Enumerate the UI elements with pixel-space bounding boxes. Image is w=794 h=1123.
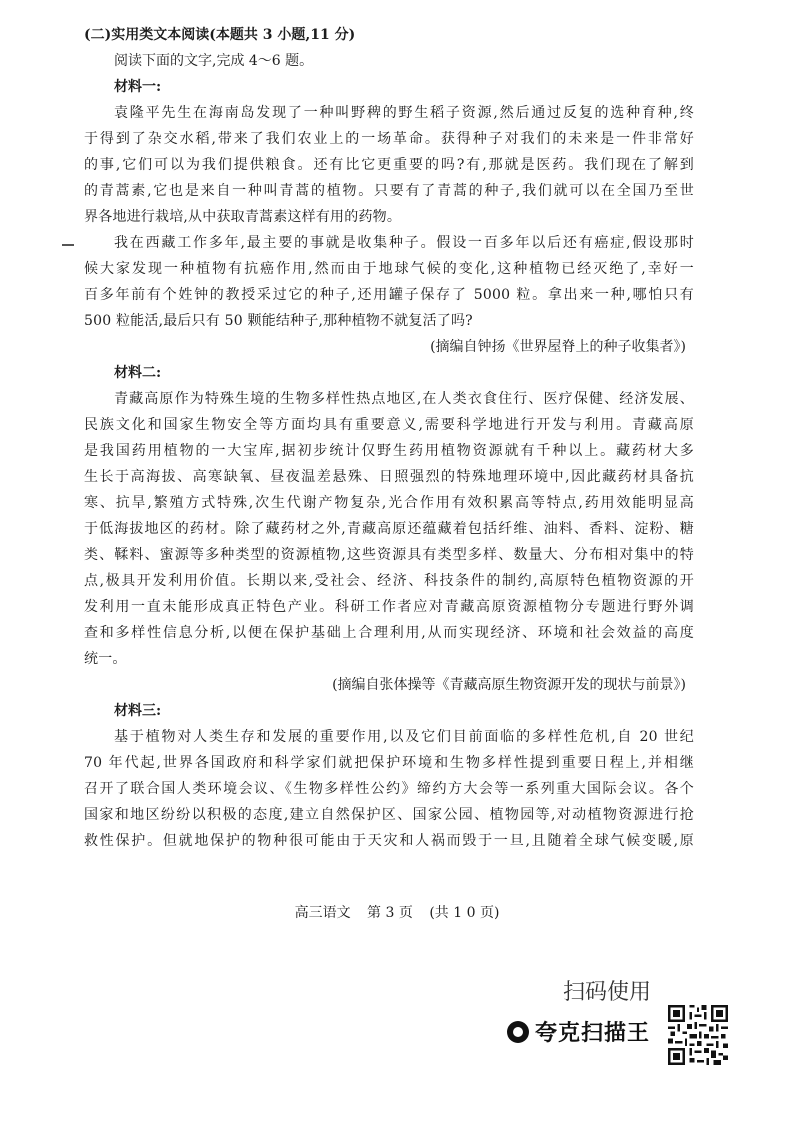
text-line: 发利用一直未能形成真正特色产业。科研工作者应对青藏高原资源植物分专题进行野外调 [84, 599, 694, 615]
instruction-line: 阅读下面的文字,完成 4～6 题。 [114, 53, 314, 69]
footer-total-pages: (共 1 0 页) [429, 905, 500, 921]
footer-subject: 高三语文 [294, 905, 351, 921]
text-line: 民族文化和国家生物安全等方面均具有重要意义,需要科学地进行开发与利用。青藏高原 [84, 417, 694, 433]
text-line: 是我国药用植物的一大宝库,据初步统计仅野生药用植物资源就有千种以上。藏药材大多 [84, 443, 694, 459]
text-line: 点,极具开发利用价值。长期以来,受社会、经济、科技条件的制约,高原特色植物资源的开 [84, 573, 694, 589]
quark-logo-icon [507, 1021, 529, 1043]
brand-name: 夸克扫描王 [535, 1021, 651, 1046]
text-line: 查和多样性信息分析,以便在保护基础上合理利用,从而实现经济、环境和社会效益的高度 [84, 625, 694, 641]
material-2-paragraph [84, 386, 694, 672]
text-line: 召开了联合国人类环境会议、《生物多样性公约》缔约方大会等一系列重大国际会议。各个 [84, 781, 694, 797]
section-title: (二)实用类文本阅读(本题共 3 小题,11 分) [84, 27, 356, 43]
text-line: 类、鞣料、蜜源等多种类型的资源植物,这些资源具有类型多样、数量大、分布相对集中的特 [84, 547, 694, 563]
document-content [84, 22, 694, 854]
text-line: 界各地进行栽培,从中获取青蒿素这样有用的药物。 [84, 209, 402, 225]
text-line: 寒、抗旱,繁殖方式特殊,次生代谢产物复杂,光合作用有效积累高等特点,药用效能明显高 [84, 495, 694, 511]
text-line: 生长于高海拔、高寒缺氧、昼夜温差悬殊、日照强烈的特殊地理环境中,因此藏药材具备抗 [84, 469, 694, 485]
text-line: 袁隆平先生在海南岛发现了一种叫野稗的野生稻子资源,然后通过反复的选种育种,终 [114, 105, 694, 121]
text-line: 百多年前有个姓钟的教授采过它的种子,还用罐子保存了 5000 粒。拿出来一种,哪怕只有 [84, 287, 694, 303]
text-line: 于得到了杂交水稻,带来了我们农业上的一场革命。获得种子对我们的未来是一件非常好 [84, 131, 694, 147]
brand-row [507, 1016, 667, 1047]
scan-mark [62, 244, 74, 246]
material-1-source: (摘编自钟扬《世界屋脊上的种子收集者》) [430, 339, 686, 355]
page-footer [0, 900, 794, 926]
text-line: 我在西藏工作多年,最主要的事就是收集种子。假设一百多年以后还有癌症,假设那时 [114, 235, 694, 251]
text-line: 救性保护。但就地保护的物种很可能由于天灾和人祸而毁于一旦,且随着全球气候变暖,原 [84, 833, 694, 849]
text-line: 基于植物对人类生存和发展的重要作用,以及它们目前面临的多样性危机,自 20 世纪 [114, 729, 694, 745]
text-line: 于低海拔地区的药材。除了藏药材之外,青藏高原还蕴藏着包括纤维、油料、香料、淀粉、糖 [84, 521, 694, 537]
text-line: 500 粒能活,最后只有 50 颗能结种子,那种植物不就复活了吗? [84, 313, 473, 329]
material-3-paragraph [84, 724, 694, 854]
qr-code-icon[interactable] [668, 1005, 728, 1065]
material-1-paragraph-2 [84, 230, 694, 334]
material-1-paragraph-1 [84, 100, 694, 230]
material-1-label: 材料一: [114, 79, 162, 95]
text-line: 青藏高原作为特殊生境的生物多样性热点地区,在人类衣食住行、医疗保健、经济发展、 [114, 391, 694, 407]
text-line: 的青蒿素,它也是来自一种叫青蒿的植物。只要有了青蒿的种子,我们就可以在全国乃至世 [84, 183, 694, 199]
material-2-source: (摘编自张体操等《青藏高原生物资源开发的现状与前景》) [332, 677, 686, 693]
text-line: 70 年代起,世界各国政府和科学家们就把保护环境和生物多样性提到重要日程上,并相继 [84, 755, 694, 771]
text-line: 统一。 [84, 651, 127, 667]
footer-page-number: 第 3 页 [367, 905, 413, 921]
text-line: 国家和地区纷纷以积极的态度,建立自然保护区、国家公园、植物园等,对动植物资源进行抢 [84, 807, 694, 823]
material-3-label: 材料三: [114, 703, 162, 719]
material-2-label: 材料二: [114, 365, 162, 381]
scanner-watermark [507, 978, 667, 1047]
text-line: 的事,它们可以为我们提供粮食。还有比它更重要的吗?有,那就是医药。我们现在了解到 [84, 157, 694, 173]
text-line: 候大家发现一种植物有抗癌作用,然而由于地球气候的变化,这种植物已经灭绝了,幸好一 [84, 261, 694, 277]
scan-to-use-text: 扫码使用 [562, 980, 651, 1005]
